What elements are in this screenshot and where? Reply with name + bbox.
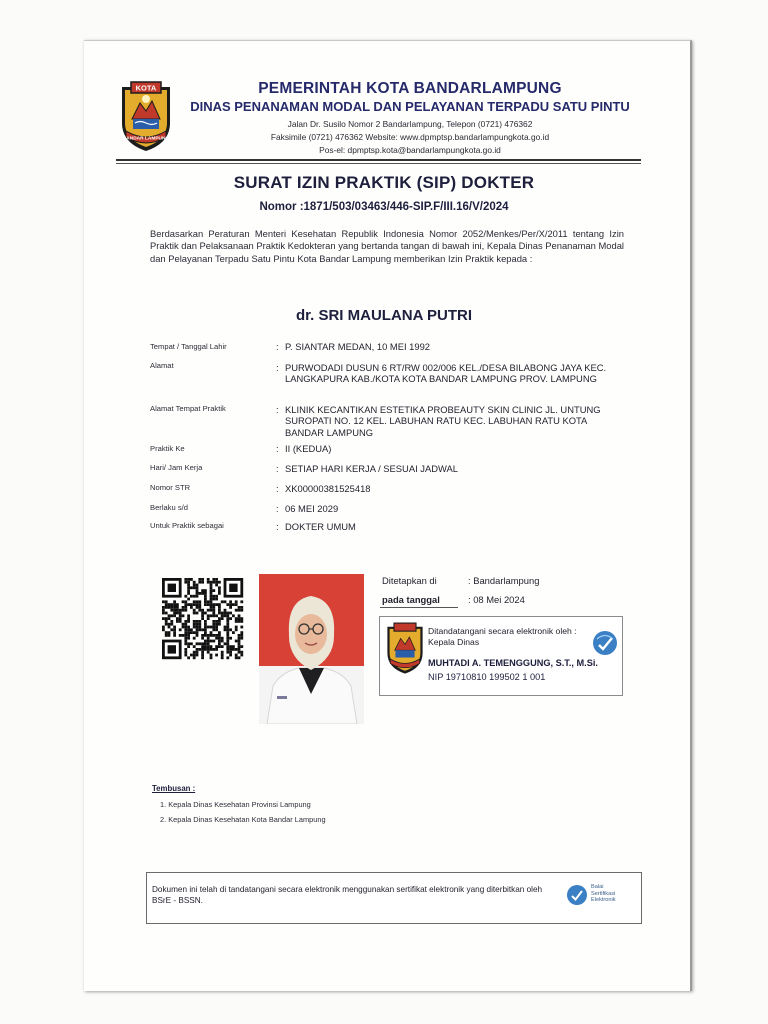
agency-fax-website: Faksimile (0721) 476362 Website: www.dpmptsp.bandarlampungkota.go.id bbox=[270, 132, 550, 142]
field-value-practice-number: : II (KEDUA) bbox=[276, 443, 332, 454]
signer-nip: NIP 19710810 199502 1 001 bbox=[428, 672, 546, 682]
document-number: Nomor :1871/503/03463/446-SIP.F/III.16/V/2024 bbox=[259, 201, 509, 213]
holder-name: dr. SRI MAULANA PUTRI bbox=[295, 307, 473, 324]
field-label-work-hours: Hari/ Jam Kerja bbox=[150, 463, 203, 472]
signer-position: Kepala Dinas bbox=[428, 637, 480, 647]
holder-photo bbox=[259, 574, 364, 724]
signature-emblem-logo bbox=[383, 620, 427, 676]
header-divider bbox=[116, 159, 641, 161]
field-value-practice-as: : DOKTER UMUM bbox=[276, 521, 356, 532]
bsre-verified-icon bbox=[592, 630, 618, 656]
field-value-work-hours: : SETIAP HARI KERJA / SESUAI JADWAL bbox=[276, 463, 458, 474]
bsre-logo-text: Balai Sertifikasi Elektronik bbox=[591, 884, 616, 904]
copies-item: 2. Kepala Dinas Kesehatan Kota Bandar Lampung bbox=[160, 815, 326, 824]
field-value-valid-until: : 06 MEI 2029 bbox=[276, 503, 339, 514]
field-label-address: Alamat bbox=[150, 361, 174, 370]
document-title: SURAT IZIN PRAKTIK (SIP) DOKTER bbox=[233, 173, 535, 192]
agency-email: Pos-el: dpmptsp.kota@bandarlampungkota.go.id bbox=[319, 145, 501, 155]
logo-bottom-text: BANDAR LAMPUNG bbox=[122, 136, 170, 142]
qr-code bbox=[162, 578, 244, 667]
place-value: : Bandarlampung bbox=[468, 575, 540, 586]
city-emblem-logo bbox=[116, 79, 176, 153]
field-label-str-number: Nomor STR bbox=[150, 483, 191, 492]
footer-notice-text: Dokumen ini telah di tandatangani secara elektronik menggunakan sertifikat elektronik yang diterbitkan oleh BSrE - BSSN. bbox=[152, 885, 543, 905]
intro-paragraph: Berdasarkan Peraturan Menteri Kesehatan Republik Indonesia Nomor 2052/Menkes/Per/X/2011 tentang Izin Praktik dan Pelaksanaan Praktik Kedokteran yang bertanda tangan di bawah ini, Kepala Dinas Penanaman Modal dan Pelayanan Terpadu Satu Pintu Kota Bandar Lampung memberikan Izin Praktik kepada : bbox=[150, 228, 624, 264]
copies-item: 1. Kepala Dinas Kesehatan Provinsi Lampung bbox=[160, 800, 311, 809]
copies-title: Tembusan : bbox=[152, 784, 196, 793]
date-value: : 08 Mei 2024 bbox=[468, 594, 525, 605]
field-label-valid-until: Berlaku s/d bbox=[150, 503, 188, 512]
agency-address: Jalan Dr. Susilo Nomor 2 Bandarlampung, Telepon (0721) 476362 bbox=[287, 119, 533, 129]
header-divider-thin bbox=[116, 163, 641, 164]
field-value-str-number: : XK00000381525418 bbox=[276, 483, 371, 494]
agency-name: DINAS PENANAMAN MODAL DAN PELAYANAN TERPADU SATU PINTU bbox=[190, 99, 630, 114]
field-label-practice-number: Praktik Ke bbox=[150, 444, 185, 453]
field-label-practice-as: Untuk Praktik sebagai bbox=[150, 521, 224, 530]
field-value-address: : PURWODADI DUSUN 6 RT/RW 002/006 KEL./DESA BILABONG JAYA KEC. LANGKAPURA KAB./KOTA KOTA BANDAR LAMPUNG PROV. LAMPUNG bbox=[276, 362, 607, 385]
date-label: pada tanggal bbox=[382, 594, 440, 605]
field-value-birth: : P. SIANTAR MEDAN, 10 MEI 1992 bbox=[276, 341, 431, 352]
date-underline bbox=[380, 607, 458, 608]
signer-name: MUHTADI A. TEMENGGUNG, S.T., M.Si. bbox=[428, 658, 598, 668]
logo-top-text: KOTA bbox=[135, 83, 157, 93]
field-label-birth: Tempat / Tanggal Lahir bbox=[150, 342, 227, 351]
government-name: PEMERINTAH KOTA BANDARLAMPUNG bbox=[258, 80, 562, 97]
place-label: Ditetapkan di bbox=[382, 575, 437, 586]
field-value-practice-address: : KLINIK KECANTIKAN ESTETIKA PROBEAUTY SKIN CLINIC JL. UNTUNG SUROPATI NO. 12 KEL. LABUHAN RATU KEC. LABUHAN RATU KOTA BANDAR LAMPUNG bbox=[276, 404, 601, 438]
bsre-logo-icon bbox=[566, 884, 588, 906]
signed-electronically-text: Ditandatangani secara elektronik oleh : bbox=[428, 626, 577, 636]
field-label-practice-address: Alamat Tempat Praktik bbox=[150, 404, 226, 413]
